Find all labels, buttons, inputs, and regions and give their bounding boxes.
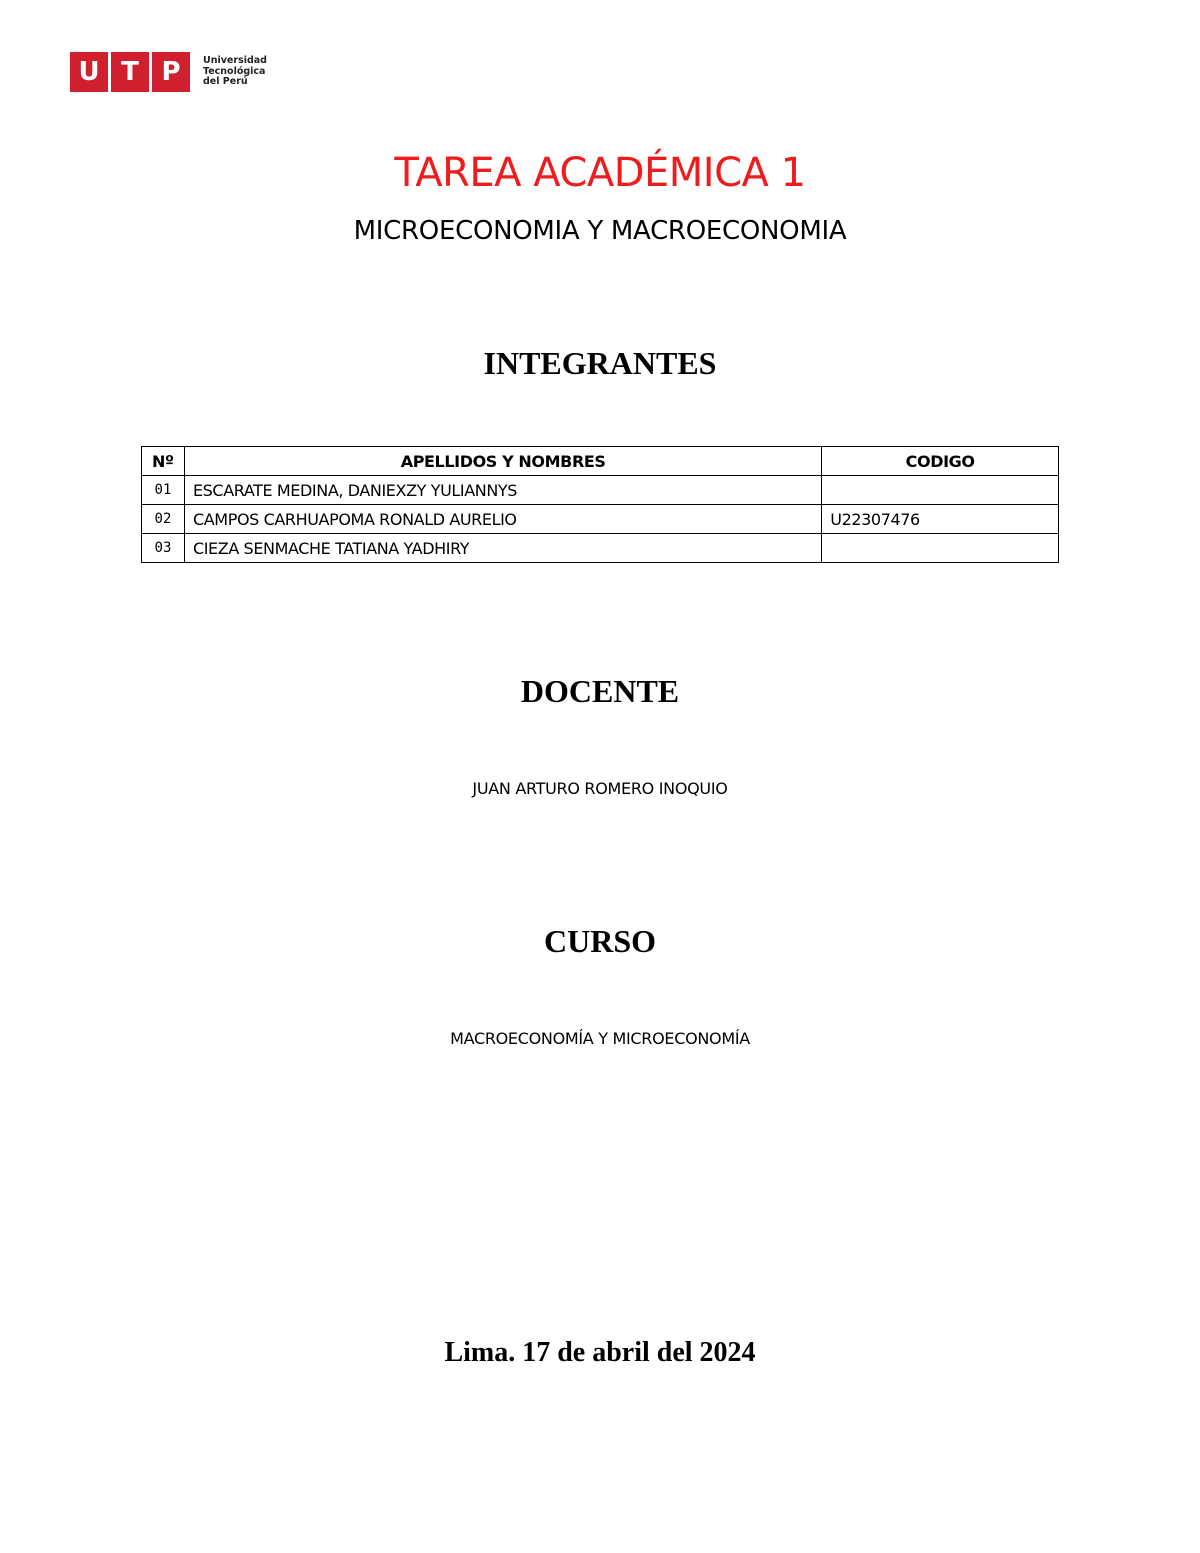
logo-text-line-2: Tecnológica xyxy=(203,65,266,77)
column-header-code: CODIGO xyxy=(822,447,1059,476)
logo-text-line-1: Universidad xyxy=(203,55,267,67)
logo-text-line-3: del Perú xyxy=(203,76,248,88)
logo-letter-p: P xyxy=(152,52,190,92)
column-header-number: Nº xyxy=(142,447,185,476)
row-code: U22307476 xyxy=(822,505,1059,534)
table-row xyxy=(142,505,1059,534)
document-date: Lima. 17 de abril del 2024 xyxy=(444,1337,756,1368)
docente-name: JUAN ARTURO ROMERO INOQUIO xyxy=(472,779,728,798)
integrantes-heading: INTEGRANTES xyxy=(483,345,717,381)
table-row xyxy=(142,534,1059,563)
document-title: TAREA ACADÉMICA 1 xyxy=(394,150,806,196)
row-code xyxy=(822,534,1059,563)
curso-heading: CURSO xyxy=(543,923,656,959)
row-number: 01 xyxy=(142,476,185,505)
logo-letter-t: T xyxy=(111,52,149,92)
row-name: CIEZA SENMACHE TATIANA YADHIRY xyxy=(184,534,821,563)
utp-logo xyxy=(70,52,267,92)
column-header-name: APELLIDOS Y NOMBRES xyxy=(184,447,821,476)
row-number: 02 xyxy=(142,505,185,534)
table-header-row xyxy=(142,447,1059,476)
row-name: ESCARATE MEDINA, DANIEXZY YULIANNYS xyxy=(184,476,821,505)
row-name: CAMPOS CARHUAPOMA RONALD AURELIO xyxy=(184,505,821,534)
logo-letter-u: U xyxy=(70,52,108,92)
members-table xyxy=(141,446,1059,563)
row-code xyxy=(822,476,1059,505)
logo-text xyxy=(203,56,267,88)
document-subtitle: MICROECONOMIA Y MACROECONOMIA xyxy=(353,216,847,246)
curso-name: MACROECONOMÍA Y MICROECONOMÍA xyxy=(450,1029,750,1048)
table-row xyxy=(142,476,1059,505)
row-number: 03 xyxy=(142,534,185,563)
docente-heading: DOCENTE xyxy=(520,673,680,709)
